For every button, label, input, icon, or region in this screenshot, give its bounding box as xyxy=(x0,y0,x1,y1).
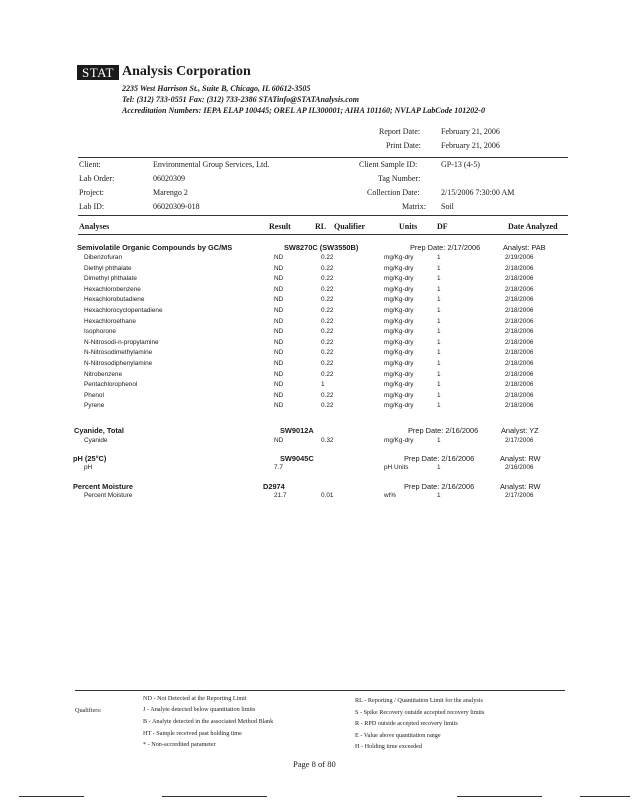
section-analyst: Analyst: PAB xyxy=(503,243,546,252)
matrix-value: Soil xyxy=(441,202,454,211)
matrix-label: Matrix: xyxy=(402,202,426,211)
header-divider xyxy=(78,157,568,158)
page-number: Page 8 of 80 xyxy=(293,759,336,769)
qualifiers-divider xyxy=(75,690,565,691)
analyte-name: pH xyxy=(84,464,93,471)
qualifier-note: R - RPD outside accepted recovery limits xyxy=(355,720,458,727)
reporting-limit: 0.22 xyxy=(321,349,334,357)
table-row xyxy=(0,437,642,447)
analyte-name: Hexachlorocyclopentadiene xyxy=(84,307,163,314)
result-value: ND xyxy=(274,264,284,272)
analyte-name: Dibenzofuran xyxy=(84,254,123,261)
dilution-factor: 1 xyxy=(437,437,441,444)
reporting-limit: 0.32 xyxy=(321,437,334,444)
analyte-name: Hexachlorobutadiene xyxy=(84,296,145,304)
units-value: mg/Kg-dry xyxy=(384,391,414,399)
table-row xyxy=(0,464,642,474)
section-prep-date: Prep Date: 2/16/2006 xyxy=(404,482,475,491)
qualifier-note: HT - Sample received past holding time xyxy=(143,730,242,737)
reporting-limit: 0.22 xyxy=(321,391,334,399)
dilution-factor: 1 xyxy=(437,264,441,272)
result-value: ND xyxy=(274,381,284,389)
analyte-name: N-Nitrosodimethylamine xyxy=(84,349,153,357)
analyte-name: Pyrene xyxy=(84,402,105,410)
analyte-name: Dimethyl phthalate xyxy=(84,275,137,283)
result-value: ND xyxy=(274,254,284,261)
table-row xyxy=(0,296,642,306)
table-row xyxy=(0,392,642,402)
analyte-name: N-Nitrosodiphenylamine xyxy=(84,360,153,367)
dilution-factor: 1 xyxy=(437,317,441,325)
collection-date-value: 2/15/2006 7:30:00 AM xyxy=(441,188,515,197)
dilution-factor: 1 xyxy=(437,381,441,389)
section-title: Percent Moisture xyxy=(73,482,133,491)
date-analyzed: 2/18/2006 xyxy=(505,402,534,410)
scan-edge-line xyxy=(580,796,630,797)
col-df: DF xyxy=(437,222,448,231)
col-analyses: Analyses xyxy=(79,222,110,231)
section-title: pH (25°C) xyxy=(73,454,107,463)
result-value: ND xyxy=(274,317,284,325)
result-value: ND xyxy=(274,437,284,444)
scan-edge-line xyxy=(19,796,84,797)
section-analyst: Analyst: RW xyxy=(500,454,541,463)
accreditation-numbers: Accreditation Numbers: IEPA ELAP 100445; OREL AP IL300001; AIHA 101160; NVLAP LabCode 101202-0 xyxy=(122,106,485,115)
units-value: mg/Kg-dry xyxy=(384,370,414,378)
date-analyzed: 2/16/2006 xyxy=(505,464,534,471)
units-value: wt% xyxy=(384,492,397,499)
units-value: pH Units xyxy=(384,464,409,471)
result-value: ND xyxy=(274,338,284,346)
result-value: ND xyxy=(274,285,284,293)
date-analyzed: 2/18/2006 xyxy=(505,296,534,304)
qualifier-note: H - Holding time exceeded xyxy=(355,743,423,750)
table-row xyxy=(0,265,642,275)
dilution-factor: 1 xyxy=(437,492,441,499)
units-value: mg/Kg-dry xyxy=(384,349,414,357)
table-row xyxy=(0,371,642,381)
column-header-divider xyxy=(78,234,568,235)
table-row xyxy=(0,360,642,370)
col-units: Units xyxy=(399,222,418,231)
section-analyst: Analyst: RW xyxy=(500,482,541,491)
qualifiers-label: Qualifiers: xyxy=(75,707,102,714)
units-value: mg/Kg-dry xyxy=(384,328,414,336)
section-method: D2974 xyxy=(263,482,285,491)
reporting-limit: 1 xyxy=(321,381,325,389)
result-value: 21.7 xyxy=(274,492,287,499)
table-row xyxy=(0,349,642,359)
lab-order-label: Lab Order: xyxy=(79,174,115,183)
print-date-label: Print Date: xyxy=(386,141,421,150)
date-analyzed: 2/17/2006 xyxy=(505,437,534,444)
analyte-name: Hexachlorobenzene xyxy=(84,285,141,293)
analyte-name: Diethyl phthalate xyxy=(84,264,132,272)
dilution-factor: 1 xyxy=(437,464,441,471)
reporting-limit: 0.22 xyxy=(321,317,334,325)
dilution-factor: 1 xyxy=(437,328,441,336)
dilution-factor: 1 xyxy=(437,275,441,283)
result-value: ND xyxy=(274,307,284,314)
report-date-label: Report Date: xyxy=(379,127,421,136)
reporting-limit: 0.01 xyxy=(321,492,334,499)
table-row xyxy=(0,339,642,349)
result-value: 7.7 xyxy=(274,464,283,471)
units-value: mg/Kg-dry xyxy=(384,338,414,346)
dilution-factor: 1 xyxy=(437,338,441,346)
dilution-factor: 1 xyxy=(437,254,441,261)
qualifier-note: J - Analyte detected below quantitation limits xyxy=(143,706,256,713)
table-row xyxy=(0,492,642,502)
col-result: Result xyxy=(269,222,291,231)
lab-id-label: Lab ID: xyxy=(79,202,105,211)
date-analyzed: 2/18/2006 xyxy=(505,360,534,367)
dilution-factor: 1 xyxy=(437,391,441,399)
qualifier-note: S - Spike Recovery outside accepted recovery limits xyxy=(355,709,485,716)
units-value: mg/Kg-dry xyxy=(384,264,414,272)
table-row xyxy=(0,328,642,338)
scan-edge-line xyxy=(457,796,542,797)
qualifier-note: B - Analyte detected in the associated Method Blank xyxy=(143,718,274,725)
info-divider xyxy=(78,215,568,216)
report-date-value: February 21, 2006 xyxy=(441,127,500,136)
units-value: mg/Kg-dry xyxy=(384,381,414,389)
table-row xyxy=(0,402,642,412)
units-value: mg/Kg-dry xyxy=(384,254,414,261)
analyte-name: Percent Moisture xyxy=(84,492,133,499)
reporting-limit: 0.22 xyxy=(321,338,334,346)
result-value: ND xyxy=(274,370,284,378)
dilution-factor: 1 xyxy=(437,296,441,304)
company-logo: STAT xyxy=(77,65,119,80)
date-analyzed: 2/18/2006 xyxy=(505,381,534,389)
table-row xyxy=(0,318,642,328)
result-value: ND xyxy=(274,360,284,367)
project-label: Project: xyxy=(79,188,104,197)
reporting-limit: 0.22 xyxy=(321,370,334,378)
units-value: mg/Kg-dry xyxy=(384,437,414,444)
section-method: SW9045C xyxy=(280,454,314,463)
company-address: 2235 West Harrison St., Suite B, Chicago, IL 60612-3505 xyxy=(122,84,311,93)
section-prep-date: Prep Date: 2/16/2006 xyxy=(408,426,479,435)
client-sample-id-value: GP-13 (4-5) xyxy=(441,160,480,169)
analyte-name: Nitrobenzene xyxy=(84,370,123,378)
section-prep-date: Prep Date: 2/16/2006 xyxy=(404,454,475,463)
collection-date-label: Collection Date: xyxy=(367,188,420,197)
section-title: Semivolatile Organic Compounds by GC/MS xyxy=(77,243,233,252)
col-qualifier: Qualifier xyxy=(334,222,366,231)
reporting-limit: 0.22 xyxy=(321,296,334,304)
analyte-name: Isophorone xyxy=(84,328,116,336)
section-method: SW8270C (SW3550B) xyxy=(284,243,359,252)
reporting-limit: 0.22 xyxy=(321,285,334,293)
analyte-name: Phenol xyxy=(84,391,104,399)
dilution-factor: 1 xyxy=(437,349,441,357)
tag-number-label: Tag Number: xyxy=(378,174,421,183)
dilution-factor: 1 xyxy=(437,370,441,378)
dilution-factor: 1 xyxy=(437,360,441,367)
lab-id-value: 06020309-018 xyxy=(153,202,200,211)
qualifier-note: * - Non-accredited parameter xyxy=(143,741,216,748)
result-value: ND xyxy=(274,402,284,410)
table-row xyxy=(0,286,642,296)
company-contact: Tel: (312) 733-0551 Fax: (312) 733-2386 STATinfo@STATAnalysis.com xyxy=(122,95,359,104)
reporting-limit: 0.22 xyxy=(321,307,334,314)
result-value: ND xyxy=(274,391,284,399)
client-value: Environmental Group Services, Ltd. xyxy=(153,160,270,169)
dilution-factor: 1 xyxy=(437,402,441,410)
qualifier-note: RL - Reporting / Quantitation Limit for the analysis xyxy=(355,697,483,704)
reporting-limit: 0.22 xyxy=(321,264,334,272)
col-rl: RL xyxy=(315,222,327,231)
date-analyzed: 2/18/2006 xyxy=(505,317,534,325)
units-value: mg/Kg-dry xyxy=(384,285,414,293)
dilution-factor: 1 xyxy=(437,307,441,314)
result-value: ND xyxy=(274,349,284,357)
print-date-value: February 21, 2006 xyxy=(441,141,500,150)
project-value: Marengo 2 xyxy=(153,188,188,197)
section-title: Cyanide, Total xyxy=(74,426,124,435)
client-label: Client: xyxy=(79,160,101,169)
date-analyzed: 2/18/2006 xyxy=(505,391,534,399)
table-row xyxy=(0,381,642,391)
result-value: ND xyxy=(274,296,284,304)
analyte-name: Hexachloroethane xyxy=(84,317,136,325)
reporting-limit: 0.22 xyxy=(321,360,334,367)
client-sample-id-label: Client Sample ID: xyxy=(359,160,418,169)
qualifier-note: ND - Not Detected at the Reporting Limit xyxy=(143,695,247,702)
units-value: mg/Kg-dry xyxy=(384,360,414,367)
lab-order-value: 06020309 xyxy=(153,174,185,183)
date-analyzed: 2/18/2006 xyxy=(505,285,534,293)
reporting-limit: 0.22 xyxy=(321,402,334,410)
section-analyst: Analyst: YZ xyxy=(501,426,539,435)
reporting-limit: 0.22 xyxy=(321,275,334,283)
analyte-name: N-Nitrosodi-n-propylamine xyxy=(84,338,159,346)
result-value: ND xyxy=(274,275,284,283)
col-date-analyzed: Date Analyzed xyxy=(508,222,558,231)
result-value: ND xyxy=(274,328,284,336)
date-analyzed: 2/18/2006 xyxy=(505,264,534,272)
table-row xyxy=(0,307,642,317)
units-value: mg/Kg-dry xyxy=(384,402,414,410)
units-value: mg/Kg-dry xyxy=(384,275,414,283)
units-value: mg/Kg-dry xyxy=(384,307,414,314)
section-method: SW9012A xyxy=(280,426,314,435)
date-analyzed: 2/17/2006 xyxy=(505,492,534,499)
table-row xyxy=(0,275,642,285)
date-analyzed: 2/18/2006 xyxy=(505,328,534,336)
date-analyzed: 2/19/2006 xyxy=(505,254,534,261)
units-value: mg/Kg-dry xyxy=(384,317,414,325)
date-analyzed: 2/18/2006 xyxy=(505,275,534,283)
dilution-factor: 1 xyxy=(437,285,441,293)
company-name: Analysis Corporation xyxy=(122,64,251,79)
date-analyzed: 2/18/2006 xyxy=(505,307,534,314)
reporting-limit: 0.22 xyxy=(321,328,334,336)
analyte-name: Pentachlorophenol xyxy=(84,381,138,389)
date-analyzed: 2/18/2006 xyxy=(505,338,534,346)
scan-edge-line xyxy=(162,796,267,797)
table-row xyxy=(0,254,642,264)
qualifier-note: E - Value above quantitation range xyxy=(355,732,441,739)
units-value: mg/Kg-dry xyxy=(384,296,414,304)
date-analyzed: 2/18/2006 xyxy=(505,370,534,378)
analyte-name: Cyanide xyxy=(84,437,108,444)
reporting-limit: 0.22 xyxy=(321,254,334,261)
date-analyzed: 2/18/2006 xyxy=(505,349,534,357)
section-prep-date: Prep Date: 2/17/2006 xyxy=(410,243,481,252)
